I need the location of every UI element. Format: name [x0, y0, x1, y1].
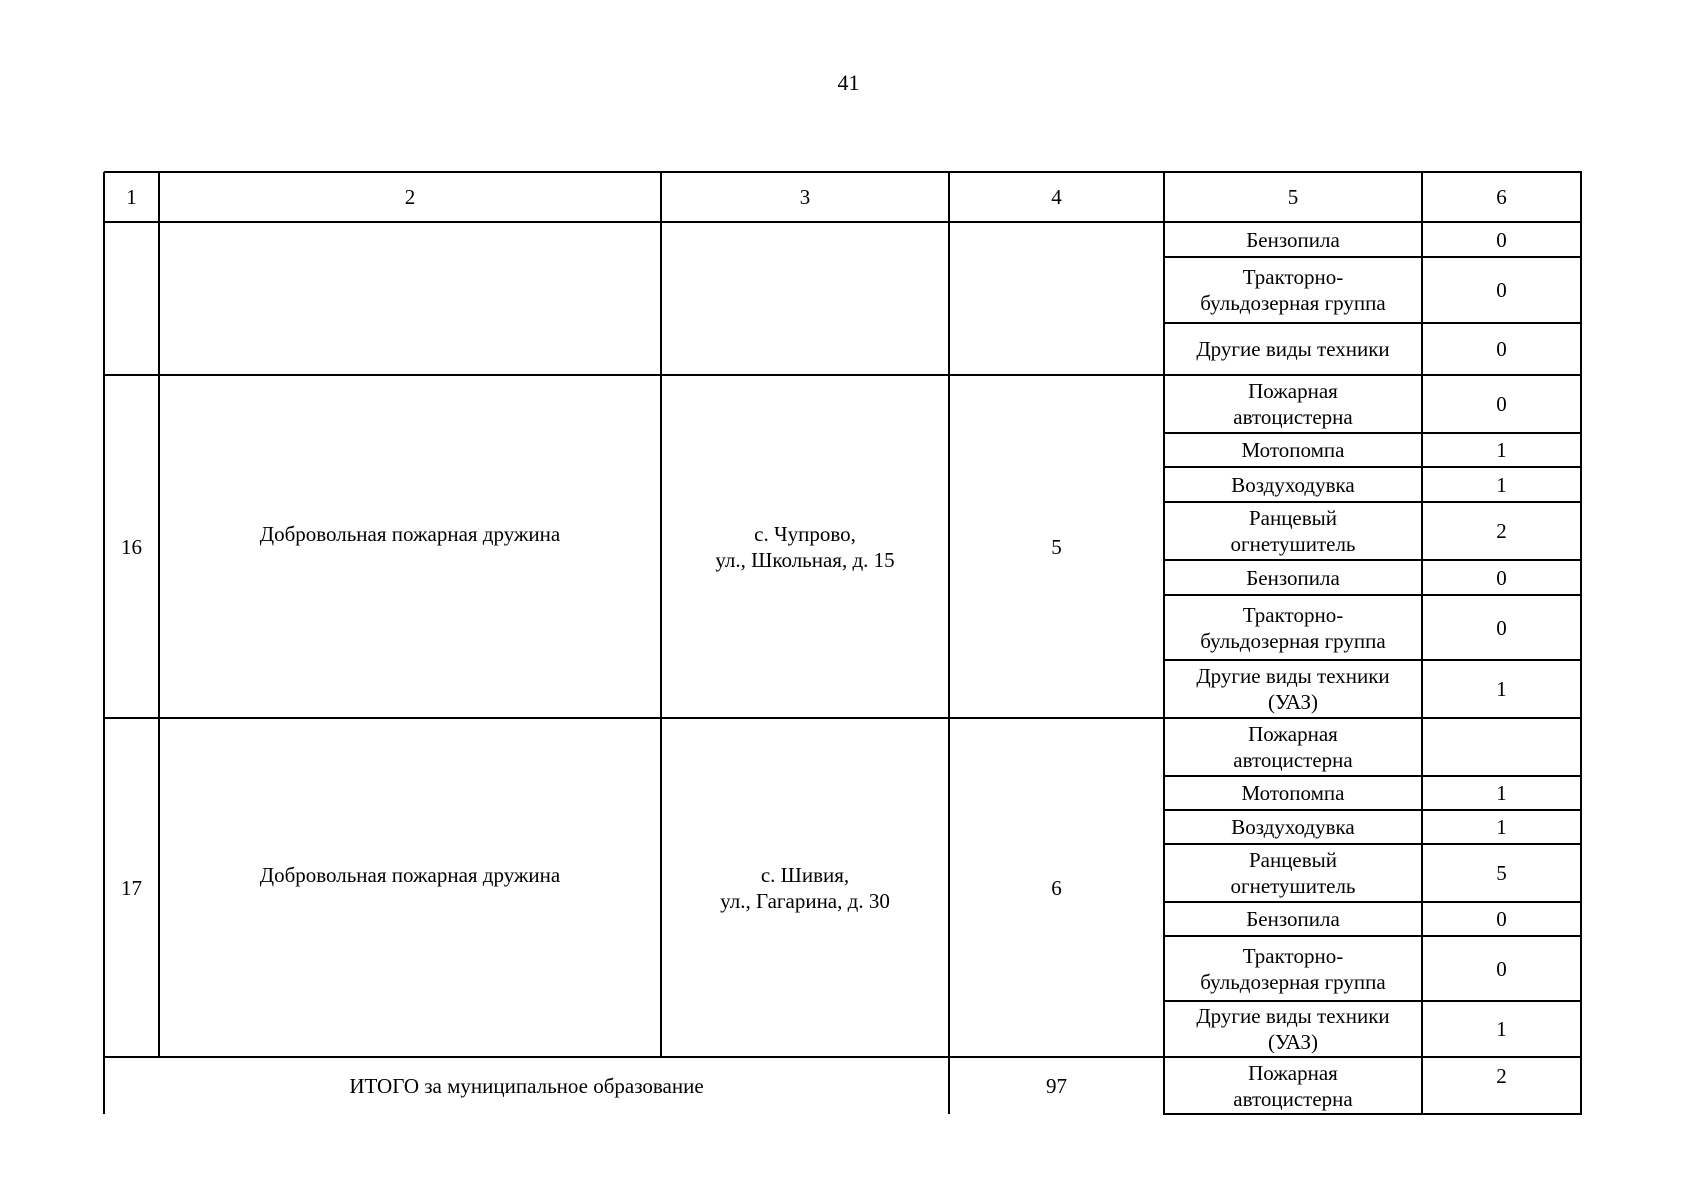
table-rule: [1164, 809, 1582, 811]
table-rule: [104, 221, 1582, 223]
header-cell: 3: [799, 185, 811, 209]
table-rule: [1164, 659, 1582, 661]
table-rule: [103, 172, 105, 1114]
table-rule: [1164, 1113, 1582, 1115]
header-cell: 1: [126, 185, 137, 209]
equipment-count: 5: [1496, 861, 1507, 885]
equipment-name: Другие виды техники: [1196, 337, 1390, 361]
brigade-address: с. Шивия, ул., Гагарина, д. 30: [720, 862, 890, 913]
equipment-count: 1: [1496, 438, 1507, 462]
equipment-count: [1422, 718, 1581, 776]
total-equipment-name: Пожарная автоцистерна: [1233, 1060, 1353, 1111]
equipment-count: 0: [1496, 392, 1507, 416]
brigade-address: с. Чупрово, ул., Школьная, д. 15: [715, 521, 895, 572]
equipment-name: Воздуходувка: [1231, 815, 1355, 839]
equipment-count: 1: [1496, 815, 1507, 839]
equipment-count: 0: [1496, 565, 1507, 590]
equipment-count: 1: [1496, 1017, 1507, 1041]
equipment-count: 1: [1496, 472, 1507, 497]
total-staff: 97: [1046, 1073, 1067, 1098]
table-rule: [1164, 501, 1582, 503]
row-number: 17: [121, 875, 142, 900]
table-rule: [1164, 466, 1582, 468]
table-rule: [104, 171, 1582, 173]
equipment-name: Тракторно- бульдозерная группа: [1200, 265, 1386, 315]
table-rule: [1580, 172, 1582, 1115]
table-rule: [158, 172, 160, 1057]
table-rule: [1164, 256, 1582, 258]
header-cell: 2: [404, 185, 416, 209]
table-rule: [1164, 901, 1582, 903]
brigade-name: Добровольная пожарная дружина: [259, 522, 561, 546]
total-label: ИТОГО за муниципальное образование: [349, 1073, 704, 1098]
equipment-name: Другие виды техники (УАЗ): [1196, 664, 1390, 714]
table-rule: [1164, 775, 1582, 777]
page-number: 41: [837, 70, 860, 95]
table-rule: [1164, 322, 1582, 324]
table-rule: [948, 172, 950, 1114]
header-cell: 4: [1051, 185, 1062, 209]
equipment-name: Мотопомпа: [1241, 438, 1345, 462]
brigade-staff: 6: [1051, 875, 1062, 900]
equipment-name: Пожарная автоцистерна: [1233, 722, 1353, 772]
table-rule: [1164, 1000, 1582, 1002]
total-equipment-count: 2: [1496, 1064, 1507, 1088]
table-rule: [104, 1056, 1582, 1058]
table-rule: [104, 374, 1582, 376]
equipment-name: Воздуходувка: [1231, 472, 1355, 497]
equipment-count: 0: [1496, 615, 1507, 640]
equipment-name: Бензопила: [1246, 227, 1340, 252]
equipment-name: Мотопомпа: [1241, 781, 1345, 805]
header-cell: 6: [1496, 185, 1507, 209]
table-rule: [104, 717, 1582, 719]
equipment-count: 0: [1496, 337, 1507, 361]
equipment-name: Ранцевый огнетушитель: [1230, 848, 1356, 898]
equipment-name: Бензопила: [1246, 565, 1340, 590]
equipment-name: Тракторно- бульдозерная группа: [1200, 602, 1386, 653]
brigade-name: Добровольная пожарная дружина: [259, 863, 561, 887]
equipment-count: 1: [1496, 677, 1507, 701]
equipment-count: 0: [1496, 278, 1507, 302]
equipment-name: Другие виды техники (УАЗ): [1196, 1004, 1390, 1054]
equipment-name: Ранцевый огнетушитель: [1230, 506, 1356, 556]
equipment-count: 0: [1496, 907, 1507, 931]
table-rule: [660, 172, 662, 1057]
table-rule: [1164, 935, 1582, 937]
table-rule: [1163, 172, 1165, 1115]
table-rule: [1164, 843, 1582, 845]
table-rule: [1421, 172, 1423, 1115]
equipment-count: 0: [1496, 227, 1507, 252]
header-cell: 5: [1287, 185, 1299, 209]
row-number: 16: [121, 534, 142, 559]
equipment-name: Тракторно- бульдозерная группа: [1200, 943, 1386, 994]
equipment-count: 0: [1496, 956, 1507, 981]
equipment-count: 1: [1496, 781, 1507, 805]
brigade-staff: 5: [1051, 534, 1062, 559]
table-rule: [1164, 594, 1582, 596]
table-rule: [1164, 559, 1582, 561]
equipment-name: Пожарная автоцистерна: [1233, 379, 1353, 429]
equipment-count: 2: [1496, 519, 1507, 543]
equipment-name: Бензопила: [1246, 907, 1340, 931]
table-rule: [1164, 432, 1582, 434]
